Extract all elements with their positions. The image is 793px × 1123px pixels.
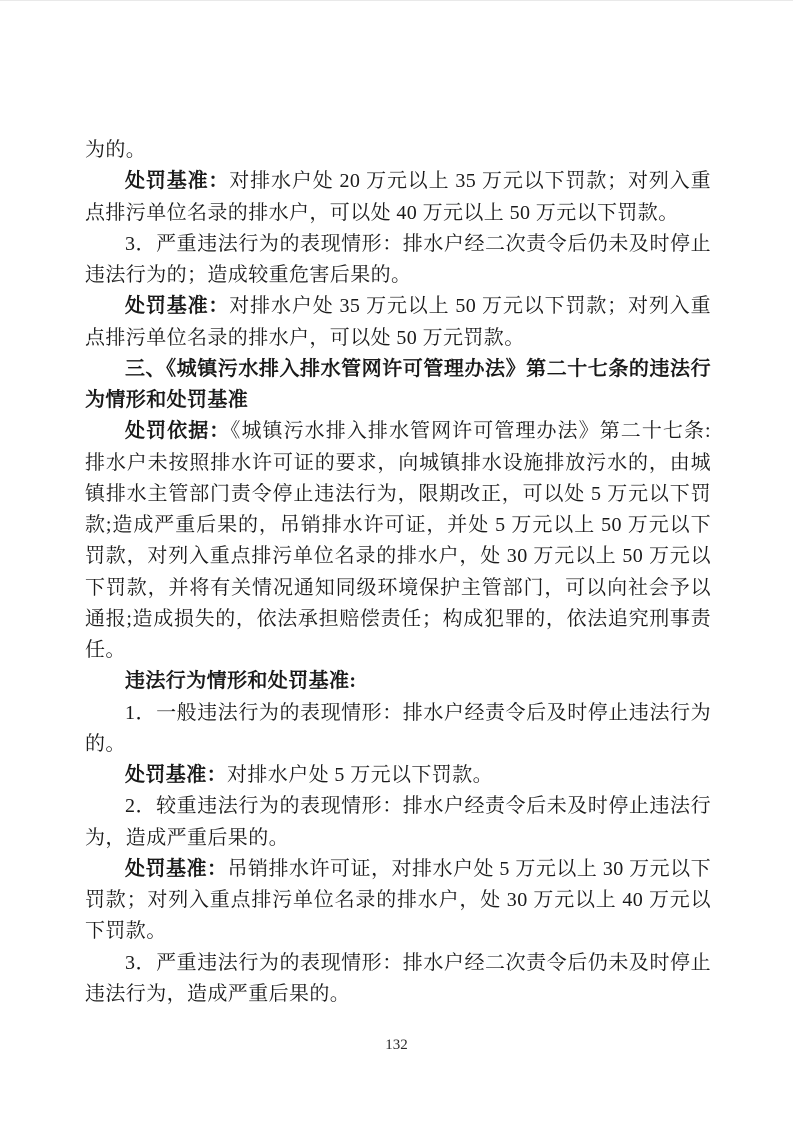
- paragraph-prefix: 处罚基准：: [125, 295, 230, 318]
- paragraph-prefix: 处罚基准：: [125, 764, 227, 786]
- paragraph-penalty-basis-2: [85, 291, 711, 354]
- paragraph-severe-violation-1: [85, 229, 711, 292]
- paragraph-continuation: [85, 135, 711, 166]
- paragraph-text: 1．一般违法行为的表现情形：排水户经责令后及时停止违法行为的。: [85, 701, 711, 755]
- document-body: [85, 135, 711, 1010]
- section-heading: [85, 354, 711, 417]
- paragraph-text: 2．较重违法行为的表现情形：排水户经责令后未及时停止违法行为，造成严重后果的。: [85, 795, 711, 849]
- section-heading-text: 三、《城镇污水排入排水管网许可管理办法》第二十七条的违法行为情形和处罚基准: [85, 357, 711, 411]
- paragraph-text: 对排水户处 5 万元以下罚款。: [227, 764, 493, 786]
- paragraph-text: 3．严重违法行为的表现情形：排水户经二次责令后仍未及时停止违法行为，造成严重后果的。: [85, 951, 711, 1005]
- paragraph-severe-violation-2: [85, 948, 711, 1011]
- paragraph-moderate-violation: [85, 791, 711, 854]
- paragraph-text: 《城镇污水排入排水管网许可管理办法》第二十七条:排水户未按照排水许可证的要求，向城镇排水设施排放污水的，由城镇排水主管部门责令停止违法行为，限期改正，可以处 5 万元以下罚款;造成严重后果的，吊销排水许可证，并处 5 万元以上 50 万元以下罚款，对列入重点排污单位名录的排水户，处 30 万元以上 50 万元以下罚款，并将有关情况通知同级环境保护主管部门，可以向社会予以通报;造成损失的，依法承担赔偿责任；构成犯罪的，依法追究刑事责任。: [85, 420, 712, 661]
- paragraph-text: 3．严重违法行为的表现情形：排水户经二次责令后仍未及时停止违法行为的；造成较重危害后果的。: [85, 232, 711, 286]
- page-footer: [0, 1035, 793, 1055]
- paragraph-prefix: 处罚基准：: [125, 857, 228, 880]
- paragraph-text: 对排水户处 35 万元以上 50 万元以下罚款；对列入重点排污单位名录的排水户，可以处 50 万元罚款。: [85, 295, 712, 349]
- paragraph-text: 对排水户处 20 万元以上 35 万元以下罚款；对列入重点排污单位名录的排水户，可以处 40 万元以上 50 万元以下罚款。: [85, 170, 712, 224]
- paragraph-prefix: 处罚依据：: [125, 420, 231, 443]
- paragraph-penalty-grounds: [85, 416, 711, 666]
- subsection-heading-text: 违法行为情形和处罚基准:: [125, 670, 357, 693]
- paragraph-penalty-basis-4: [85, 854, 711, 948]
- paragraph-general-violation: [85, 698, 711, 761]
- paragraph-text: 为的。: [85, 139, 147, 161]
- paragraph-penalty-basis-1: [85, 166, 711, 229]
- paragraph-penalty-basis-3: [85, 760, 711, 791]
- subsection-heading: [85, 666, 711, 697]
- page-number: 132: [385, 1037, 408, 1053]
- paragraph-prefix: 处罚基准：: [125, 170, 230, 193]
- paragraph-text: 吊销排水许可证，对排水户处 5 万元以上 30 万元以下罚款；对列入重点排污单位名录的排水户，处 30 万元以上 40 万元以下罚款。: [85, 857, 711, 943]
